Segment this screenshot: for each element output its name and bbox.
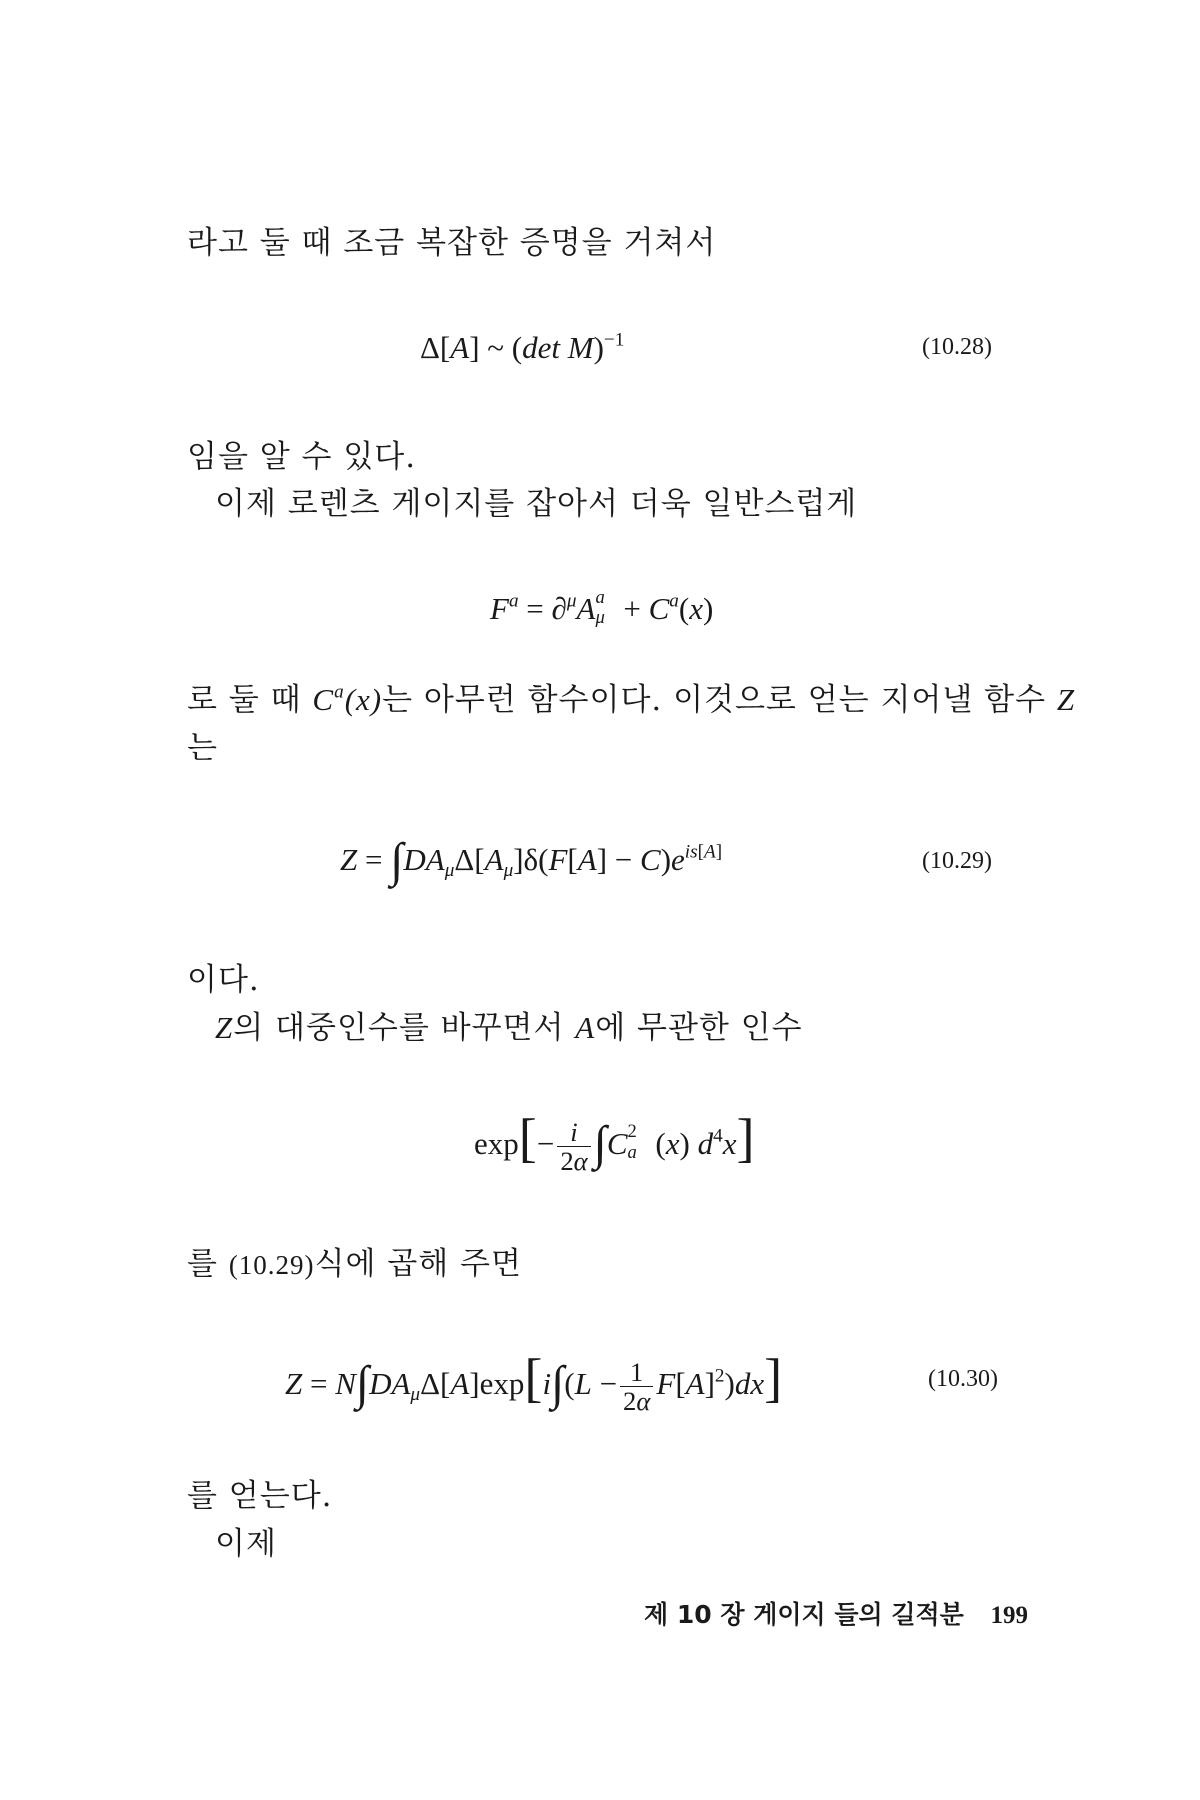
text-span: 라고 둘 때 조금 복잡한 증명을 거쳐서 <box>187 225 717 261</box>
text-span: 를 <box>187 1246 229 1282</box>
paragraph-line <box>187 1244 522 1285</box>
equation-10-28: Δ[A] ~ (det M)$^{-1}$ <box>420 329 625 365</box>
equation-10-29: $Z = \int DA_\mu\Delta[A_\mu]\delta(F[A] - C)e^{is[A]}$ <box>340 833 723 887</box>
equation-gauge-function: $F^a = \partial^\mu A$ a μ + $C^a(x)$ <box>490 586 714 629</box>
equation-10-30: $Z = N\int DA_\mu\Delta[A]\exp[i\int(L$ − $\frac{1}{2\alpha}$ $F[A]^2)dx$] <box>285 1348 783 1416</box>
text-span: 는 <box>187 730 218 766</box>
math-symbol: Z <box>1056 682 1076 717</box>
paragraph-line <box>187 680 1075 720</box>
text-span: 식에 곱해 주면 <box>314 1246 522 1282</box>
math-superscript: a <box>334 681 345 703</box>
equation-exp-factor: exp[− $\frac{i}{2\alpha}$ ∫C 2 a (x) $d^4x$] <box>474 1108 755 1176</box>
page-number: 199 <box>990 1602 1029 1629</box>
paragraph-line <box>215 484 857 524</box>
equation-number: (10.29) <box>922 848 992 874</box>
text-span: 이제 로렌츠 게이지를 잡아서 더욱 일반스럽게 <box>215 486 858 522</box>
paragraph-line <box>187 223 716 263</box>
text-span: 로 둘 때 <box>187 682 313 718</box>
equation-reference: (10.29) <box>228 1250 315 1280</box>
text-span: 에 무관한 인수 <box>595 1010 803 1046</box>
math-symbol: C <box>312 682 335 717</box>
text-span: 이제 <box>215 1526 277 1562</box>
paragraph-line <box>215 1008 803 1048</box>
text-span: 는 아무런 함수이다. 이것으로 얻는 지어낼 함수 <box>382 682 1057 718</box>
paragraph-line <box>187 1476 333 1516</box>
text-span: 임을 알 수 있다. <box>187 439 417 475</box>
chapter-title: 제 10 장 게이지 들의 길적분 <box>644 1600 964 1629</box>
text-span: 의 대중인수를 바꾸면서 <box>233 1010 576 1046</box>
math-argument: (x) <box>344 682 383 717</box>
running-footer <box>644 1600 1028 1631</box>
math-symbol: Z <box>215 1010 234 1045</box>
text-span: 를 얻는다. <box>187 1478 333 1514</box>
paragraph-line <box>187 437 416 477</box>
paragraph-line <box>187 728 218 768</box>
paragraph-line <box>187 960 260 1000</box>
text-span: 이다. <box>187 962 260 998</box>
paragraph-line <box>215 1524 277 1564</box>
equation-number: (10.30) <box>928 1366 998 1392</box>
equation-number: (10.28) <box>922 334 992 360</box>
math-symbol: A <box>575 1010 596 1045</box>
